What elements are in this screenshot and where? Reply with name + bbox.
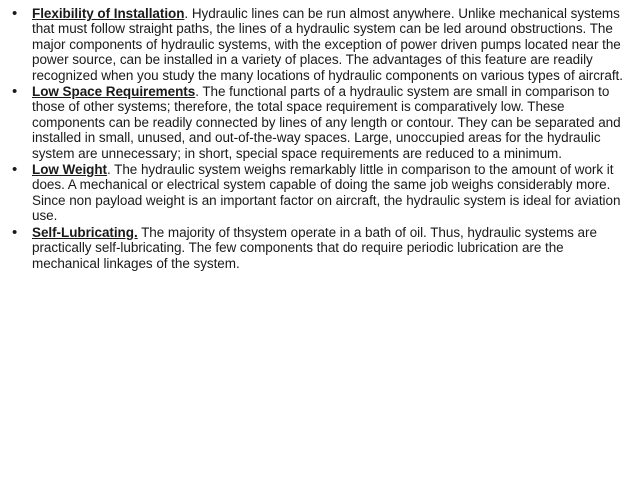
bullet-item-self-lubricating xyxy=(12,225,630,271)
bullet-icon: • xyxy=(12,5,18,22)
term-low-space-requirements: Low Space Requirements xyxy=(32,84,196,100)
term-self-lubricating: Self-Lubricating. xyxy=(32,224,138,240)
body-low-space-requirements: . The functional parts of a hydraulic system are small in comparison to those of other systems; therefore, the total space requirement is comparatively low. These components can be readily connected by lines of any length or contour. They can be separated and installed in small, unused, and out-of-the-way spaces. Large, unoccupied areas for the hydraulic system are unnecessary; in short, special space requirements are reduced to a minimum. xyxy=(32,84,621,161)
body-flexibility-of-installation: . Hydraulic lines can be run almost anywhere. Unlike mechanical systems that must follow straight paths, the lines of a hydraulic system can be led around obstructions. The major components of hydraulic systems, with the exception of power driven pumps located near the power source, can be installed in a variety of places. The advantages of this feature are readily recognized when you study the many locations of hydraulic components on various types of aircraft. xyxy=(32,6,623,83)
bullet-item-low-space xyxy=(12,84,630,161)
bullet-icon: • xyxy=(12,83,18,101)
bullet-list xyxy=(12,6,630,271)
body-low-weight: . The hydraulic system weighs remarkably little in comparison to the amount of work it does. A mechanical or electrical system capable of doing the same job weighs considerably more. Since non payload weight is an important factor on aircraft, the hydraulic system is ideal for aviation use. xyxy=(32,162,621,224)
bullet-icon: • xyxy=(12,223,18,241)
body-self-lubricating: The majority of thsystem operate in a bath of oil. Thus, hydraulic systems are practically self-lubricating. The few components that do require periodic lubrication are the mechanical linkages of the system. xyxy=(32,224,597,271)
term-low-weight: Low Weight xyxy=(32,162,107,178)
bullet-item-flexibility xyxy=(12,6,630,83)
bullet-item-low-weight xyxy=(12,162,630,224)
bullet-icon: • xyxy=(12,161,18,179)
term-flexibility-of-installation: Flexibility of Installation xyxy=(32,6,185,21)
